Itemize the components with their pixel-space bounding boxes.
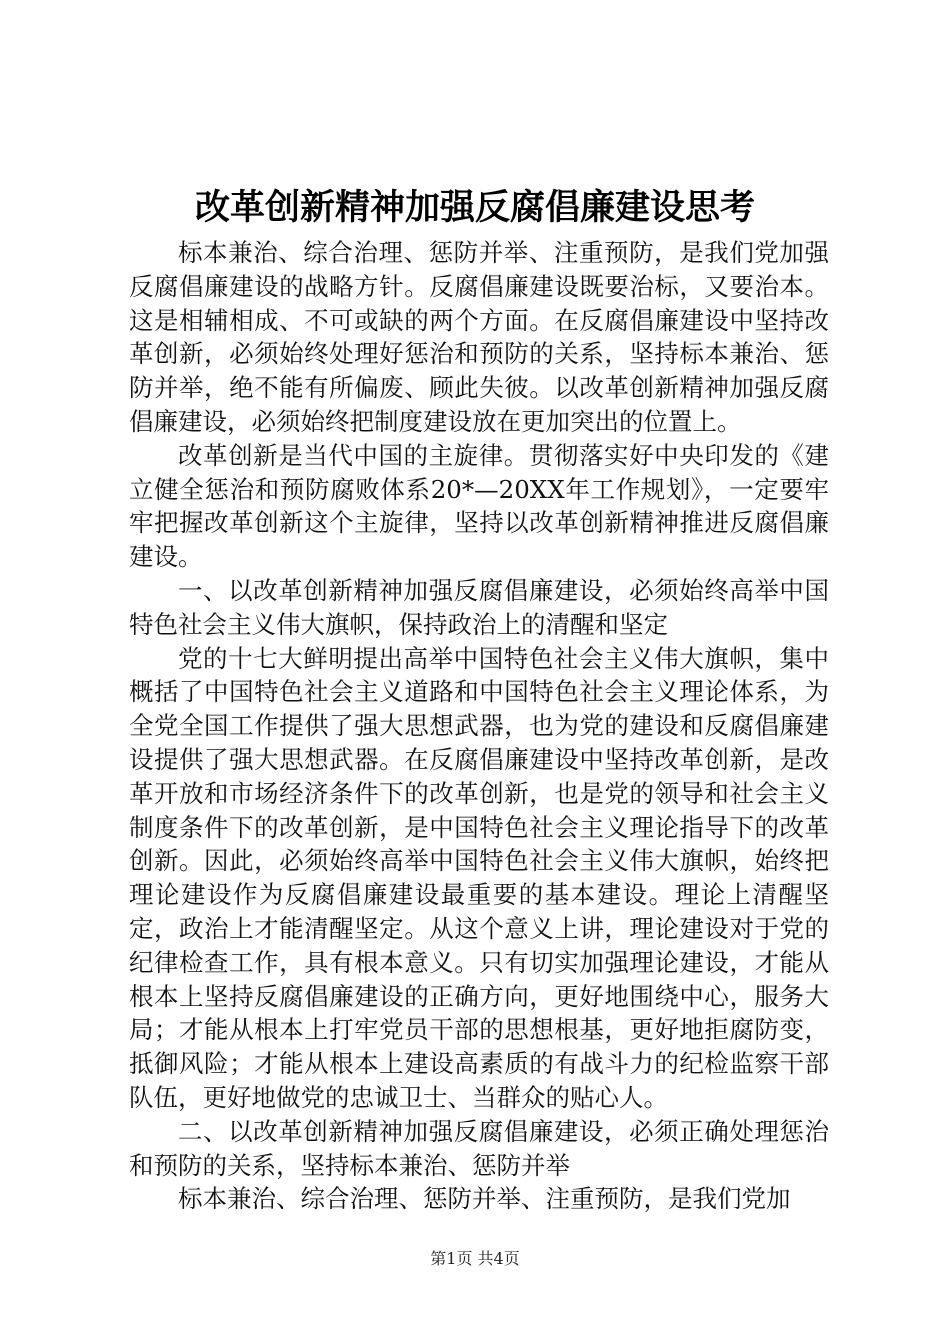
page-footer: 第1页 共4页	[430, 1249, 520, 1268]
paragraph: 改革创新是当代中国的主旋律。贯彻落实好中央印发的《建立健全惩治和预防腐败体系20*—20XX年工作规划》，一定要牢牢把握改革创新这个主旋律，坚持以改革创新精神推进反腐倡廉建设。	[129, 440, 829, 572]
paragraph: 标本兼治、综合治理、惩防并举、注重预防，是我们党加	[178, 1184, 791, 1214]
section-heading: 一、以改革创新精神加强反腐倡廉建设，必须始终高举中国特色社会主义伟大旗帜，保持政治上的清醒和坚定	[129, 575, 829, 639]
paragraph: 党的十七大鲜明提出高举中国特色社会主义伟大旗帜，集中概括了中国特色社会主义道路和中国特色社会主义理论体系，为全党全国工作提供了强大思想武器，也为党的建设和反腐倡廉建设提供了强大思想武器。在反腐倡廉建设中坚持改革创新，是改革开放和市场经济条件下的改革创新，也是党的领导和社会主义制度条件下的改革创新，是中国特色社会主义理论指导下的改革创新。因此，必须始终高举中国特色社会主义伟大旗帜，始终把理论建设作为反腐倡廉建设最重要的基本建设。理论上清醒坚定，政治上才能清醒坚定。从这个意义上讲，理论建设对于党的纪律检查工作，具有根本意义。只有切实加强理论建设，才能从根本上坚持反腐倡廉建设的正确方向，更好地围绕中心，服务大局；才能从根本上打牢党员干部的思想根基，更好地拒腐防变，抵御风险；才能从根本上建设高素质的有战斗力的纪检监察干部队伍，更好地做党的忠诚卫士、当群众的贴心人。	[129, 643, 829, 1112]
document-title: 改革创新精神加强反腐倡廉建设思考	[194, 187, 755, 228]
section-heading: 二、以改革创新精神加强反腐倡廉建设，必须正确处理惩治和预防的关系，坚持标本兼治、惩防并举	[129, 1116, 829, 1180]
document-body	[129, 236, 829, 1216]
paragraph: 标本兼治、综合治理、惩防并举、注重预防，是我们党加强反腐倡廉建设的战略方针。反腐倡廉建设既要治标，又要治本。这是相辅相成、不可或缺的两个方面。在反腐倡廉建设中坚持改革创新，必须始终处理好惩治和预防的关系，坚持标本兼治、惩防并举，绝不能有所偏废、顾此失彼。以改革创新精神加强反腐倡廉建设，必须始终把制度建设放在更加突出的位置上。	[129, 238, 829, 436]
